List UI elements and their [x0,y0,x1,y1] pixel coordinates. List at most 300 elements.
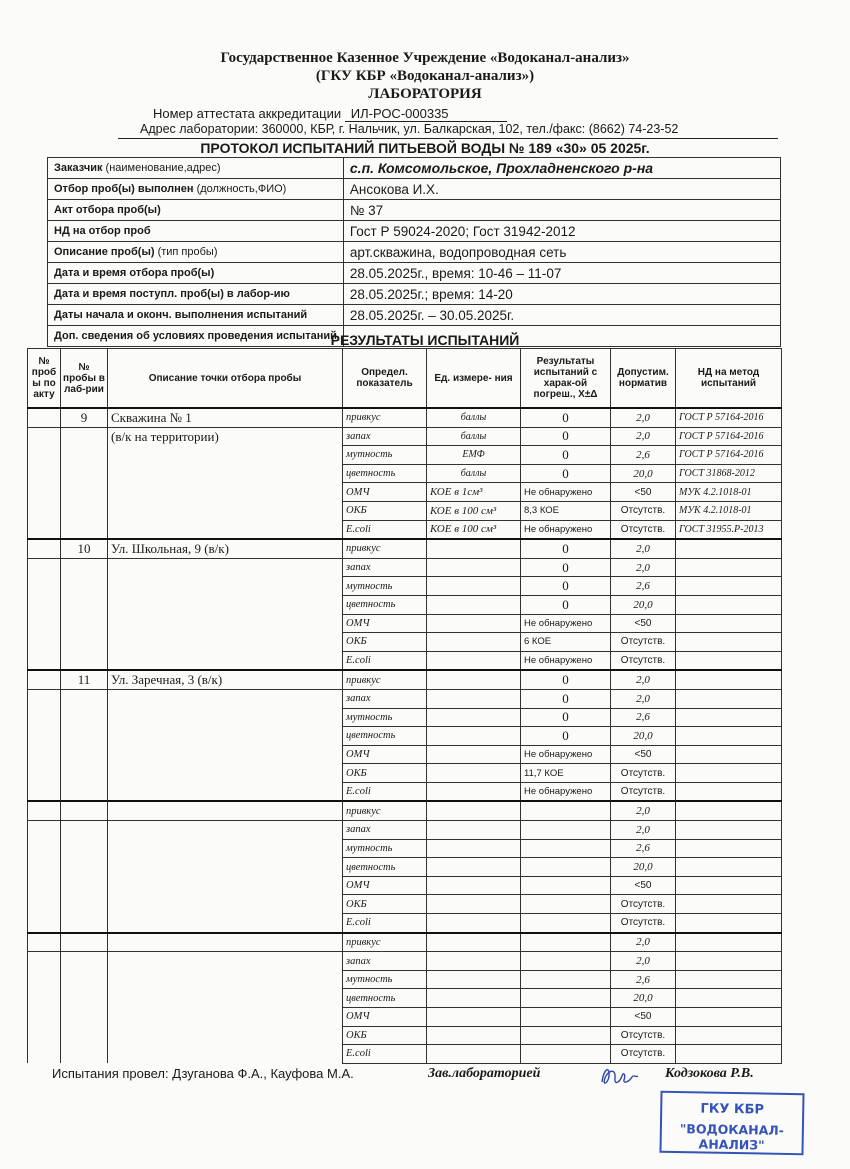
method-nd [676,952,782,971]
stamp-line1: ГКУ КБР [700,1101,765,1118]
sample-description [108,745,343,764]
sample-act-no [28,782,61,801]
table-row [28,446,782,465]
sample-lab-no: 10 [61,539,108,558]
sample-act-no [28,577,61,596]
method-nd [676,839,782,858]
testers: Испытания провел: Дзуганова Ф.А., Кауфова М.А. [52,1066,354,1081]
indicator: ОМЧ [343,745,427,764]
indicator: привкус [343,933,427,952]
sample-lab-no [61,782,108,801]
method-nd [676,989,782,1008]
indicator: цветность [343,464,427,483]
sample-act-no [28,764,61,783]
norm-value: Отсутств. [611,651,676,670]
indicator: ОКБ [343,1026,427,1045]
method-nd [676,558,782,577]
sample-description [108,933,343,952]
method-nd [676,970,782,989]
result-value: 0 [521,595,611,614]
indicator: запах [343,689,427,708]
result-value: 0 [521,708,611,727]
info-key-label: Дата и время отбора проб(ы) [54,267,215,279]
indicator: мутность [343,446,427,465]
method-nd [676,745,782,764]
indicator: цветность [343,989,427,1008]
method-nd [676,1026,782,1045]
unit: КОЕ в 100 см³ [427,520,521,539]
sample-lab-no [61,858,108,877]
unit [427,801,521,820]
unit: КОЕ в 1см³ [427,483,521,502]
result-value [521,801,611,820]
sample-description [108,989,343,1008]
norm-value: 20,0 [611,595,676,614]
sample-act-no [28,408,61,427]
result-value: 0 [521,577,611,596]
indicator: ОКБ [343,501,427,520]
method-nd [676,914,782,933]
sample-act-no [28,745,61,764]
col-description: Описание точки отбора пробы [108,349,343,409]
result-value: 0 [521,670,611,689]
unit [427,1008,521,1027]
norm-value: Отсутств. [611,633,676,652]
table-row [28,821,782,840]
sample-description [108,1045,343,1064]
sample-lab-no [61,689,108,708]
sample-lab-no [61,520,108,539]
table-row [28,614,782,633]
sample-act-no [28,1008,61,1027]
sample-lab-no: 11 [61,670,108,689]
unit [427,952,521,971]
unit [427,577,521,596]
indicator: мутность [343,970,427,989]
result-value: Не обнаружено [521,782,611,801]
method-nd [676,1008,782,1027]
norm-value: <50 [611,614,676,633]
result-value: 0 [521,727,611,746]
sample-act-no [28,895,61,914]
unit [427,708,521,727]
signature-icon [596,1062,642,1090]
info-key [48,200,344,221]
sample-description [108,952,343,971]
method-nd [676,933,782,952]
result-value [521,821,611,840]
sample-lab-no [61,577,108,596]
result-value [521,1026,611,1045]
unit [427,651,521,670]
method-nd [676,1045,782,1064]
sample-description [108,633,343,652]
sample-description [108,595,343,614]
info-row [48,305,781,326]
result-value [521,970,611,989]
result-value: 0 [521,408,611,427]
sample-act-no [28,539,61,558]
unit [427,670,521,689]
info-value: Ансокова И.Х. [343,179,780,200]
table-row [28,782,782,801]
method-nd [676,651,782,670]
lab-stamp [659,1091,804,1156]
sample-act-no [28,1045,61,1064]
table-row [28,801,782,820]
method-nd [676,895,782,914]
method-nd [676,689,782,708]
table-row [28,408,782,427]
sample-lab-no [61,427,108,446]
sample-description [108,614,343,633]
info-key [48,242,344,263]
sample-lab-no [61,933,108,952]
unit [427,539,521,558]
col-sample-act: № проб ы по акту [28,349,61,409]
sample-description [108,651,343,670]
sample-lab-no [61,633,108,652]
unit [427,895,521,914]
indicator: мутность [343,708,427,727]
sample-description [108,727,343,746]
sample-lab-no [61,764,108,783]
sample-lab-no [61,801,108,820]
sample-description [108,782,343,801]
unit: баллы [427,464,521,483]
indicator: ОМЧ [343,483,427,502]
indicator: ОМЧ [343,614,427,633]
result-value: 0 [521,558,611,577]
info-key-label: НД на отбор проб [54,225,151,237]
norm-value: 2,6 [611,970,676,989]
indicator: ОКБ [343,764,427,783]
result-value: 0 [521,689,611,708]
sample-description [108,483,343,502]
unit [427,1045,521,1064]
indicator: E.coli [343,914,427,933]
sample-description: (в/к на территории) [108,427,343,446]
info-value: с.п. Комсомольское, Прохладненского р-на [343,158,780,179]
info-row [48,221,781,242]
result-value: Не обнаружено [521,745,611,764]
table-row [28,876,782,895]
unit [427,839,521,858]
result-value: Не обнаружено [521,520,611,539]
sample-lab-no [61,483,108,502]
org-short-name: (ГКУ КБР «Водоканал-анализ») [315,68,535,84]
sample-act-no [28,689,61,708]
table-row [28,633,782,652]
sample-description [108,858,343,877]
table-row [28,539,782,558]
norm-value: 2,0 [611,539,676,558]
indicator: привкус [343,408,427,427]
info-key [48,263,344,284]
sample-description [108,446,343,465]
sample-lab-no [61,895,108,914]
sample-description [108,914,343,933]
unit [427,727,521,746]
unit: КОЕ в 100 см³ [427,501,521,520]
method-nd [676,821,782,840]
sample-act-no [28,914,61,933]
sample-lab-no [61,839,108,858]
info-key-note: (должность,ФИО) [193,183,287,195]
unit [427,989,521,1008]
sample-description [108,558,343,577]
sample-act-no [28,858,61,877]
result-value [521,876,611,895]
table-row [28,577,782,596]
norm-value: 2,0 [611,558,676,577]
norm-value: 2,0 [611,689,676,708]
sample-description [108,689,343,708]
indicator: ОМЧ [343,876,427,895]
sample-act-no [28,614,61,633]
info-key-label: Заказчик [54,162,103,174]
indicator: ОКБ [343,895,427,914]
sample-lab-no [61,989,108,1008]
table-row [28,520,782,539]
method-nd: МУК 4.2.1018-01 [676,483,782,502]
sample-act-no [28,952,61,971]
results-header-row [28,349,782,409]
norm-value: 2,0 [611,427,676,446]
table-row [28,670,782,689]
info-row [48,158,781,179]
indicator: мутность [343,839,427,858]
sample-act-no [28,970,61,989]
sample-lab-no [61,558,108,577]
org-name: Государственное Казенное Учреждение «Водоканал-анализ» [220,50,630,66]
unit [427,914,521,933]
sample-description [108,801,343,820]
result-value: Не обнаружено [521,483,611,502]
method-nd: ГОСТ Р 57164-2016 [676,427,782,446]
header-divider [118,138,778,139]
result-value [521,989,611,1008]
info-key-label: Отбор проб(ы) выполнен [54,183,194,195]
norm-value: 20,0 [611,727,676,746]
info-key-label: Даты начала и оконч. выполнения испытаний [54,309,308,321]
norm-value: <50 [611,1008,676,1027]
sample-description [108,1008,343,1027]
sample-act-no [28,558,61,577]
info-value: арт.скважина, водопроводная сеть [343,242,780,263]
info-key [48,284,344,305]
result-value [521,952,611,971]
result-value [521,858,611,877]
unit [427,876,521,895]
method-nd: МУК 4.2.1018-01 [676,501,782,520]
method-nd [676,539,782,558]
table-row [28,595,782,614]
sample-act-no [28,821,61,840]
norm-value: <50 [611,745,676,764]
method-nd [676,577,782,596]
sample-act-no [28,464,61,483]
sample-act-no [28,670,61,689]
sample-act-no [28,876,61,895]
sample-act-no [28,933,61,952]
indicator: E.coli [343,782,427,801]
info-row [48,242,781,263]
col-method: НД на метод испытаний [676,349,782,409]
norm-value: Отсутств. [611,782,676,801]
table-row [28,558,782,577]
norm-value: Отсутств. [611,501,676,520]
info-value: Гост Р 59024-2020; Гост 31942-2012 [343,221,780,242]
sample-description [108,970,343,989]
sample-act-no [28,708,61,727]
indicator: цветность [343,595,427,614]
method-nd [676,876,782,895]
sample-act-no [28,989,61,1008]
info-key-label: Описание проб(ы) [54,246,155,258]
indicator: цветность [343,858,427,877]
info-value: № 37 [343,200,780,221]
norm-value: 20,0 [611,989,676,1008]
accreditation [153,106,507,122]
norm-value: 2,0 [611,952,676,971]
table-row [28,858,782,877]
lab-title: ЛАБОРАТОРИЯ [368,86,482,102]
unit [427,858,521,877]
sample-description [108,520,343,539]
norm-value: 2,0 [611,933,676,952]
sample-act-no [28,446,61,465]
lab-address: Адрес лаборатории: 360000, КБР, г. Нальчик, ул. Балкарская, 102, тел./факс: (8662) 74-23-52 [140,122,679,136]
method-nd [676,614,782,633]
sample-act-no [28,651,61,670]
indicator: запах [343,558,427,577]
method-nd [676,633,782,652]
sample-description [108,577,343,596]
table-row [28,1045,782,1064]
result-value: 6 КОЕ [521,633,611,652]
unit: баллы [427,408,521,427]
result-value: Не обнаружено [521,614,611,633]
norm-value: <50 [611,876,676,895]
info-key [48,158,344,179]
method-nd: ГОСТ Р 57164-2016 [676,446,782,465]
method-nd [676,858,782,877]
norm-value: 2,0 [611,821,676,840]
unit [427,595,521,614]
info-row [48,263,781,284]
indicator: цветность [343,727,427,746]
sample-lab-no [61,501,108,520]
method-nd [676,708,782,727]
norm-value: Отсутств. [611,1045,676,1064]
accreditation-number: ИЛ-РОС-000335 [345,106,507,122]
norm-value: Отсутств. [611,520,676,539]
table-row [28,727,782,746]
sample-lab-no [61,970,108,989]
info-key [48,221,344,242]
norm-value: 2,6 [611,446,676,465]
info-key [48,179,344,200]
indicator: запах [343,427,427,446]
result-value: 11,7 КОЕ [521,764,611,783]
indicator: мутность [343,577,427,596]
sample-lab-no [61,952,108,971]
indicator: привкус [343,539,427,558]
unit [427,970,521,989]
unit [427,933,521,952]
method-nd: ГОСТ 31868-2012 [676,464,782,483]
sample-lab-no [61,1026,108,1045]
col-sample-lab: № пробы в лаб-рии [61,349,108,409]
info-key-label: Акт отбора проб(ы) [54,204,161,216]
info-row [48,200,781,221]
col-norm: Допустим. норматив [611,349,676,409]
info-row [48,284,781,305]
indicator: запах [343,952,427,971]
unit [427,745,521,764]
sample-act-no [28,501,61,520]
sample-description [108,708,343,727]
method-nd [676,801,782,820]
table-row [28,933,782,952]
indicator: E.coli [343,1045,427,1064]
sample-act-no [28,483,61,502]
norm-value: Отсутств. [611,914,676,933]
sample-act-no [28,801,61,820]
unit [427,782,521,801]
stamp-line2: "ВОДОКАНАЛ-АНАЛИЗ" [679,1121,785,1153]
indicator: E.coli [343,520,427,539]
sample-act-no [28,427,61,446]
result-value [521,839,611,858]
sample-lab-no [61,651,108,670]
result-value: Не обнаружено [521,651,611,670]
sample-description [108,764,343,783]
indicator: E.coli [343,651,427,670]
result-value: 0 [521,464,611,483]
sample-description [108,821,343,840]
unit [427,821,521,840]
method-nd [676,764,782,783]
norm-value: <50 [611,483,676,502]
info-value: 28.05.2025г., время: 10-46 – 11-07 [343,263,780,284]
indicator: привкус [343,801,427,820]
table-row [28,1008,782,1027]
col-indicator: Определ. показатель [343,349,427,409]
result-value [521,1008,611,1027]
table-row [28,501,782,520]
info-key-label: Доп. сведения об условиях проведения испытаний [54,330,337,342]
sample-lab-no [61,614,108,633]
col-result: Результаты испытаний с харак-ой погреш., Х±Δ [521,349,611,409]
norm-value: 2,6 [611,708,676,727]
info-key [48,305,344,326]
table-row [28,745,782,764]
sample-act-no [28,727,61,746]
sample-lab-no [61,821,108,840]
sample-description [108,876,343,895]
norm-value: 20,0 [611,464,676,483]
sample-lab-no [61,727,108,746]
table-row [28,914,782,933]
sample-description [108,839,343,858]
indicator: привкус [343,670,427,689]
norm-value: Отсутств. [611,895,676,914]
sample-lab-no [61,1008,108,1027]
unit [427,689,521,708]
accreditation-label: Номер аттестата аккредитации [153,106,342,121]
